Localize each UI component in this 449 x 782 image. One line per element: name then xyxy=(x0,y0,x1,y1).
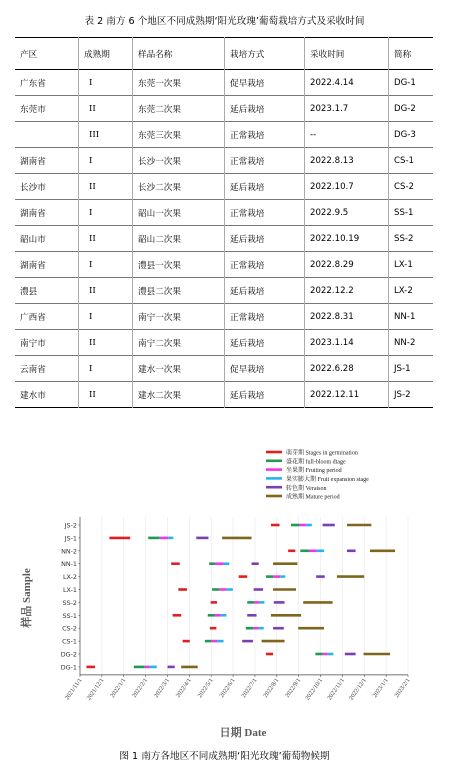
y-tick-label: SS-1 xyxy=(62,611,77,620)
x-tick-label: 2023/2/1 xyxy=(393,677,412,700)
cell-maturity: II xyxy=(79,330,133,356)
y-tick-label: NN-2 xyxy=(61,547,77,556)
x-tick-label: 2022/1/1 xyxy=(109,677,128,700)
cell-sample-name: 澧县一次果 xyxy=(133,252,225,278)
cell-abbreviation: LX-1 xyxy=(389,252,434,278)
cell-harvest-date: 2023.1.14 xyxy=(305,330,389,356)
cell-harvest-date: 2022.8.13 xyxy=(305,148,389,174)
x-tick-label: 2021/11/1 xyxy=(63,677,84,702)
cell-region: 东莞市 xyxy=(20,104,46,115)
cell-cultivation: 正常栽培 xyxy=(225,252,305,278)
cell-harvest-date: 2022.8.31 xyxy=(305,304,389,330)
table-row xyxy=(15,148,433,174)
cell-cultivation: 延后栽培 xyxy=(225,278,305,304)
cell-cultivation: 延后栽培 xyxy=(225,330,305,356)
cell-maturity: II xyxy=(79,226,133,252)
y-tick-label: LX-2 xyxy=(63,573,77,582)
cell-maturity: I xyxy=(79,148,133,174)
x-tick-label: 2022/6/1 xyxy=(218,677,237,700)
cell-maturity: I xyxy=(79,200,133,226)
y-tick-label: DG-2 xyxy=(60,650,77,659)
figure-caption: 图 1 南方各地区不同成熟期‘阳光玫瑰’葡萄物候期 xyxy=(119,751,330,762)
cell-maturity: I xyxy=(79,304,133,330)
table-row xyxy=(15,174,433,200)
cell-sample-name: 韶山一次果 xyxy=(133,200,225,226)
cell-region: 建水市 xyxy=(20,390,46,401)
cell-harvest-date: 2022.10.19 xyxy=(305,226,389,252)
x-tick-label: 2022/4/1 xyxy=(174,677,193,700)
table-header xyxy=(15,38,433,70)
cell-harvest-date: 2022.12.11 xyxy=(305,382,389,408)
cell-region: 广西省 xyxy=(20,312,46,323)
cell-maturity: I xyxy=(79,70,133,96)
cell-region: 湖南省 xyxy=(20,208,46,219)
cell-sample-name: 建水一次果 xyxy=(133,356,225,382)
y-tick-label: CS-1 xyxy=(62,637,77,646)
cell-abbreviation: CS-2 xyxy=(389,174,434,200)
y-tick-label: SS-2 xyxy=(62,598,77,607)
table-row xyxy=(15,252,433,278)
cell-cultivation: 正常栽培 xyxy=(225,148,305,174)
table-row xyxy=(15,382,433,408)
table-row xyxy=(15,200,433,226)
table-row xyxy=(15,96,433,122)
header-abbreviation: 简称 xyxy=(389,38,434,70)
cell-cultivation: 正常栽培 xyxy=(225,122,305,148)
x-tick-label: 2022/3/1 xyxy=(152,677,172,700)
cell-region: 韶山市 xyxy=(20,234,46,245)
cell-cultivation: 促早栽培 xyxy=(225,356,305,382)
cell-abbreviation: DG-2 xyxy=(389,96,434,122)
legend-entry: 萌芽期 Stages in germination xyxy=(286,450,358,457)
cell-abbreviation: DG-1 xyxy=(389,70,434,96)
cell-maturity: II xyxy=(79,278,133,304)
cell-sample-name: 韶山二次果 xyxy=(133,226,225,252)
y-tick-label: LX-1 xyxy=(63,586,77,594)
cell-region: 南宁市 xyxy=(20,338,46,349)
cell-cultivation: 促早栽培 xyxy=(225,70,305,96)
legend-entry: 坐果期 Fruiting period xyxy=(286,468,342,475)
cell-sample-name: 建水二次果 xyxy=(133,382,225,408)
x-tick-label: 2022/7/1 xyxy=(240,677,259,700)
cell-cultivation: 延后栽培 xyxy=(225,96,305,122)
header-cultivation: 栽培方式 xyxy=(225,38,305,70)
cell-maturity: II xyxy=(79,382,133,408)
table-row xyxy=(15,226,433,252)
cell-abbreviation: NN-1 xyxy=(389,304,434,330)
cell-abbreviation: DG-3 xyxy=(389,122,434,148)
legend-entry: 盛花期 full-bloom dtage xyxy=(286,459,346,466)
cell-region: 湖南省 xyxy=(20,156,46,167)
x-tick-label: 2022/11/1 xyxy=(326,677,347,702)
cell-cultivation: 正常栽培 xyxy=(225,200,305,226)
header-harvest-date: 采收时间 xyxy=(305,38,389,70)
y-tick-label: DG-1 xyxy=(60,663,77,672)
cell-region: 云南省 xyxy=(20,364,46,375)
cell-harvest-date: -- xyxy=(305,122,389,148)
y-tick-label: NN-1 xyxy=(61,560,77,569)
x-tick-label: 2022/2/1 xyxy=(130,677,150,700)
cell-sample-name: 南宁二次果 xyxy=(133,330,225,356)
table-row xyxy=(15,278,433,304)
cell-maturity: I xyxy=(79,252,133,278)
cell-harvest-date: 2023.1.7 xyxy=(305,96,389,122)
cell-region: 长沙市 xyxy=(20,182,46,193)
x-tick-label: 2022/9/1 xyxy=(283,677,303,700)
cell-maturity: I xyxy=(79,356,133,382)
cell-sample-name: 东莞三次果 xyxy=(133,122,225,148)
cell-abbreviation: SS-1 xyxy=(389,200,434,226)
table-row xyxy=(15,122,433,148)
cell-cultivation: 延后栽培 xyxy=(225,174,305,200)
x-tick-label: 2022/12/1 xyxy=(347,677,368,702)
cell-harvest-date: 2022.9.5 xyxy=(305,200,389,226)
y-axis-label: 样品 Sample xyxy=(21,568,33,628)
table-row xyxy=(15,356,433,382)
table-row xyxy=(15,70,433,96)
table-caption: 表 2 南方 6 个地区不同成熟期‘阳光玫瑰’葡萄栽培方式及采收时间 xyxy=(84,16,365,27)
cell-cultivation: 正常栽培 xyxy=(225,304,305,330)
cell-abbreviation: JS-1 xyxy=(389,356,434,382)
cell-harvest-date: 2022.6.28 xyxy=(305,356,389,382)
x-axis-label: 日期 Date xyxy=(219,727,267,739)
header-region: 产区 xyxy=(20,49,38,60)
cultivation-table xyxy=(15,37,433,408)
cell-region xyxy=(15,122,79,148)
y-tick-label: JS-1 xyxy=(64,534,77,543)
x-tick-label: 2022/8/1 xyxy=(262,677,281,700)
y-tick-label: CS-2 xyxy=(62,624,77,633)
cell-maturity: III xyxy=(79,122,133,148)
cell-sample-name: 长沙二次果 xyxy=(133,174,225,200)
cell-sample-name: 东莞二次果 xyxy=(133,96,225,122)
x-tick-label: 2023/1/1 xyxy=(371,677,390,700)
cell-cultivation: 延后栽培 xyxy=(225,382,305,408)
x-tick-label: 2022/5/1 xyxy=(196,677,215,700)
cell-abbreviation: LX-2 xyxy=(389,278,434,304)
cell-sample-name: 长沙一次果 xyxy=(133,148,225,174)
cell-abbreviation: JS-2 xyxy=(389,382,434,408)
legend-entry: 果实膨大期 Fruit expansion stage xyxy=(286,477,369,483)
table-row xyxy=(15,304,433,330)
cell-cultivation: 延后栽培 xyxy=(225,226,305,252)
cell-sample-name: 东莞一次果 xyxy=(133,70,225,96)
header-maturity: 成熟期 xyxy=(79,38,133,70)
table-row xyxy=(15,330,433,356)
cell-sample-name: 南宁一次果 xyxy=(133,304,225,330)
cell-abbreviation: CS-1 xyxy=(389,148,434,174)
cell-sample-name: 澧县二次果 xyxy=(133,278,225,304)
legend-entry: 成熟期 Mature period xyxy=(286,494,340,501)
x-tick-label: 2021/12/1 xyxy=(85,677,106,702)
cell-harvest-date: 2022.8.29 xyxy=(305,252,389,278)
cell-maturity: II xyxy=(79,174,133,200)
cell-harvest-date: 2022.10.7 xyxy=(305,174,389,200)
header-sample-name: 样品名称 xyxy=(133,38,225,70)
phenology-chart-svg xyxy=(0,440,449,740)
cell-harvest-date: 2022.12.2 xyxy=(305,278,389,304)
table-body xyxy=(15,70,433,408)
x-tick-label: 2022/10/1 xyxy=(304,677,325,702)
cell-region: 湖南省 xyxy=(20,260,46,271)
cell-abbreviation: SS-2 xyxy=(389,226,434,252)
y-tick-label: JS-2 xyxy=(64,521,77,530)
cell-region: 澧县 xyxy=(20,286,38,297)
legend-entry: 转色期 Veraison xyxy=(286,485,327,492)
cell-harvest-date: 2022.4.14 xyxy=(305,70,389,96)
cell-abbreviation: NN-2 xyxy=(389,330,434,356)
chart-legend xyxy=(266,449,369,501)
cell-region: 广东省 xyxy=(20,78,46,89)
cell-maturity: II xyxy=(79,96,133,122)
phenology-chart xyxy=(0,440,449,740)
